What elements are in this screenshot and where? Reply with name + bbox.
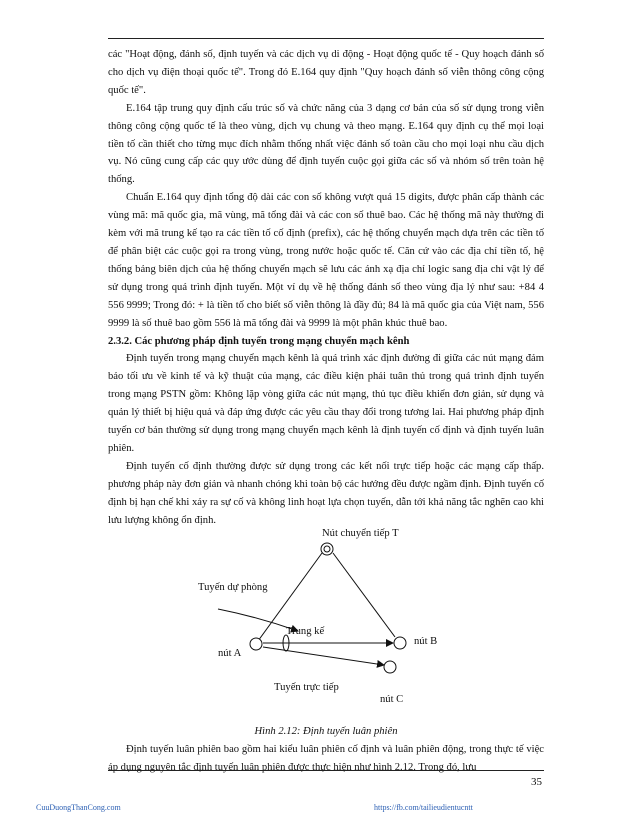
paragraph-5: Định tuyến cố định thường được sử dụng trong các kết nối trực tiếp hoặc các mạng cấp thấp. phương pháp này đơn giản và nhanh chóng khi toàn bộ các hướng đều được ngầm định. Định tuyến cố định bị hạn chế khi xảy ra sự cố và không linh hoạt lựa chọn tuyến, dẫn tới khả năng tắc nghẽn cao khi lưu lượng không ổn định.	[108, 460, 544, 526]
trunk-label: Trung kế	[286, 626, 325, 638]
alt-route-label: Tuyến dự phòng	[198, 582, 268, 594]
paragraph-4: Định tuyến trong mạng chuyển mạch kênh là quá trình xác định đường đi giữa các nút mạng đảm bảo tối ưu về kinh tế và kỹ thuật của mạng, các điều kiện phải tuân thủ trong quá trình định tuyến trong mạng PSTN gồm: Không lặp vòng giữa các nút mạng, thủ tục điều khiển đơn giản, sử dụng và quản lý thiết bị hiệu quả và đáp ứng được các yêu cầu thay đổi trong tương lai. Hai phương pháp định tuyến cơ bản thường sử dụng trong mạng chuyển mạch kênh là định tuyến cố định và định tuyến luân phiên.	[108, 353, 544, 454]
node-a-icon	[250, 638, 262, 650]
paragraph-6: Định tuyến luân phiên bao gồm hai kiểu luân phiên cố định và luân phiên động, trong thực tế việc áp dụng nguyên tắc định tuyến luân phiên được thực hiện như hình 2.12. Trong đó, lưu	[108, 744, 544, 774]
paragraph-1: các "Hoạt động, đánh số, định tuyến và các dịch vụ di động - Hoạt động quốc tế - Quy hoạch đánh số cho dịch vụ điện thoại quốc tế". Trong đó E.164 quy định "Quy hoạch đánh số viễn thông công cộng quốc tế".	[108, 49, 544, 96]
paragraph-2: E.164 tập trung quy định cấu trúc số và chức năng của 3 dạng cơ bản của số sử dụng trong viễn thông công cộng quốc tế là theo vùng, dịch vụ chung và theo mạng. E.164 quy định cụ thể mọi loại tiền tố cần thiết cho từng mục đích nhằm thống nhất việc đánh số toàn cầu cho mọi loại nhu cầu dịch vụ. Nó cũng cung cấp các quy ước dùng để định tuyến cuộc gọi giữa các số và nhóm số trên toàn hệ thống.	[108, 102, 544, 186]
page-number: 35	[531, 776, 542, 788]
routing-diagram	[108, 528, 544, 723]
section-heading: 2.3.2. Các phương pháp định tuyến trong mạng chuyển mạch kênh	[108, 335, 410, 347]
edge-t-b	[333, 553, 395, 637]
footer-rule	[108, 770, 544, 771]
node-t-label: Nút chuyển tiếp T	[322, 528, 399, 540]
node-a-label: nút A	[218, 648, 242, 660]
direct-route-label: Tuyến trực tiếp	[274, 682, 339, 694]
node-b-icon	[394, 637, 406, 649]
node-b-label: nút B	[414, 636, 438, 648]
node-c-icon	[384, 661, 396, 673]
header-rule	[108, 38, 544, 39]
footer-right-link[interactable]: https://fb.com/tailieudientucntt	[374, 803, 473, 812]
node-c-label: nút C	[380, 694, 404, 706]
figure-caption: Hình 2.12: Định tuyến luân phiên	[254, 726, 398, 738]
node-t-icon	[321, 543, 333, 555]
footer-left-link[interactable]: CuuDuongThanCong.com	[36, 803, 121, 812]
page-content	[108, 46, 544, 777]
paragraph-3: Chuẩn E.164 quy định tổng độ dài các con số không vượt quá 15 digits, được phân cấp thành các vùng mã: mã quốc gia, mã vùng, mã tổng đài và các con số thuê bao. Các hệ thống mã này thường đi kèm với mã trung kế tạo ra các tiền tố cố định (prefix), các hệ thống chuyển mạch dựa trên các tiền tố để phân biệt các cuộc gọi ra trong vùng, trong nước hoặc quốc tế. Căn cứ vào các địa chỉ tiền tố, hệ thống bảng biên dịch của hệ thống chuyển mạch sẽ lưu các ánh xạ địa chỉ logic sang địa chỉ vật lý để sử dụng trong quá trình định tuyến. Một ví dụ về hệ thống đánh số theo vùng địa lý như sau: +84 4 556 9999; Trong đó: + là tiền tố cho biết số viễn thông là đầy đủ; 84 là mã quốc gia của Việt nam, 556 9999 là số thuê bao gồm 556 là mã tổng đài và 9999 là một phân khúc thuê bao.	[108, 192, 544, 329]
edge-a-c	[263, 647, 384, 665]
